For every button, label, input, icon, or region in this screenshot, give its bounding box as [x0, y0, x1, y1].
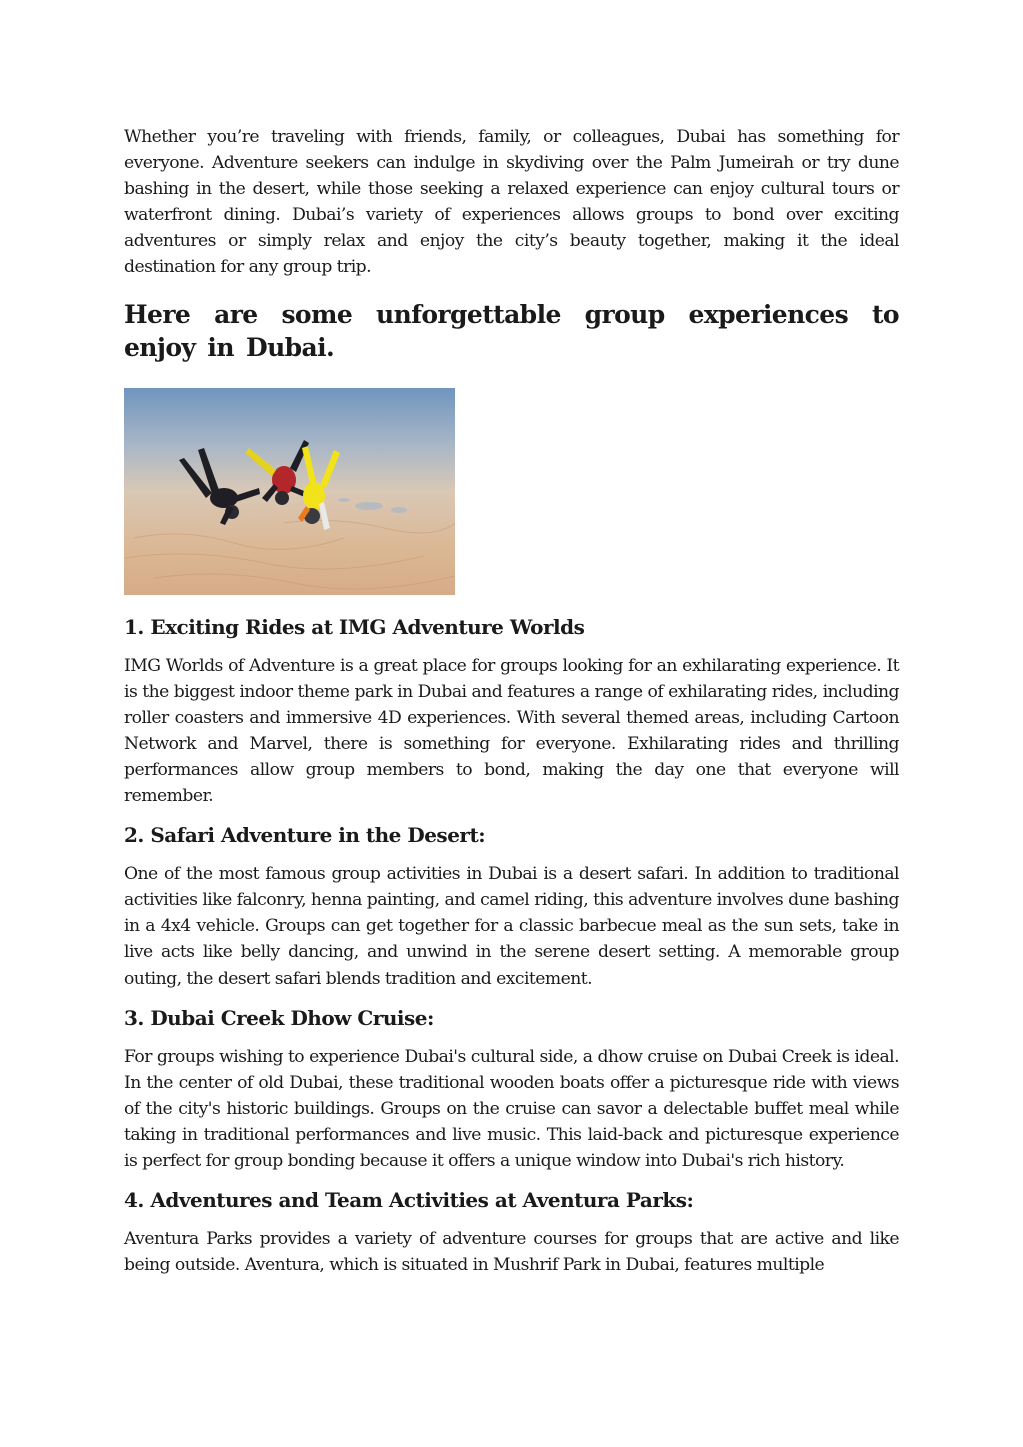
skydivers-photo: [124, 388, 455, 595]
section-body-aventura-parks: Aventura Parks provides a variety of adventure courses for groups that are active and like being outside. Aventura, which is situated in Mushrif Park in Dubai, features multiple: [124, 1229, 899, 1276]
section-body-img-worlds: IMG Worlds of Adventure is a great place for groups looking for an exhilarating experience. It is the biggest indoor theme park in Dubai and features a range of exhilarating rides, including roller coasters and immersive 4D experiences. With several themed areas, including Cartoon Network and Marvel, there is something for everyone. Exhilarating rides and thrilling performances allow group members to bond, making the day one that everyone will remember.: [124, 655, 899, 807]
intro-paragraph: Whether you’re traveling with friends, family, or colleagues, Dubai has something for everyone. Adventure seekers can indulge in skydiving over the Palm Jumeirah or try dune bashing in the desert, while those seeking a relaxed experience can enjoy cultural tours or waterfront dining. Dubai’s variety of experiences allows groups to bond over exciting adventures or simply relax and enjoy the city’s beauty together, making it the ideal destination for any group trip.: [124, 127, 899, 278]
section-heading-dhow-cruise: 3. Dubai Creek Dhow Cruise:: [124, 1005, 434, 1030]
section-heading-desert-safari: 2. Safari Adventure in the Desert:: [124, 823, 486, 848]
section-heading-img-worlds: 1. Exciting Rides at IMG Adventure Worlds: [124, 614, 585, 639]
section-body-desert-safari: One of the most famous group activities in Dubai is a desert safari. In addition to traditional activities like falconry, henna painting, and camel riding, this adventure involves dune bashing in a 4x4 vehicle. Groups can get together for a classic barbecue meal as the sun sets, take in live acts like belly dancing, and unwind in the serene desert setting. A memorable group outing, the desert safari blends tradition and excitement.: [124, 864, 899, 989]
main-heading: Here are some unforgettable group experiences to enjoy in Dubai.: [124, 299, 899, 362]
skydivers-photo-illustration: [124, 388, 455, 595]
section-body-dhow-cruise: For groups wishing to experience Dubai's cultural side, a dhow cruise on Dubai Creek is ideal. In the center of old Dubai, these traditional wooden boats offer a picturesque ride with views of the city's historic buildings. Groups on the cruise can savor a delectable buffet meal while taking in traditional performances and live music. This laid-back and picturesque experience is perfect for group bonding because it offers a unique window into Dubai's rich history.: [124, 1046, 899, 1171]
document-page: [124, 124, 899, 1278]
section-heading-aventura-parks: 4. Adventures and Team Activities at Aventura Parks:: [124, 1188, 694, 1213]
